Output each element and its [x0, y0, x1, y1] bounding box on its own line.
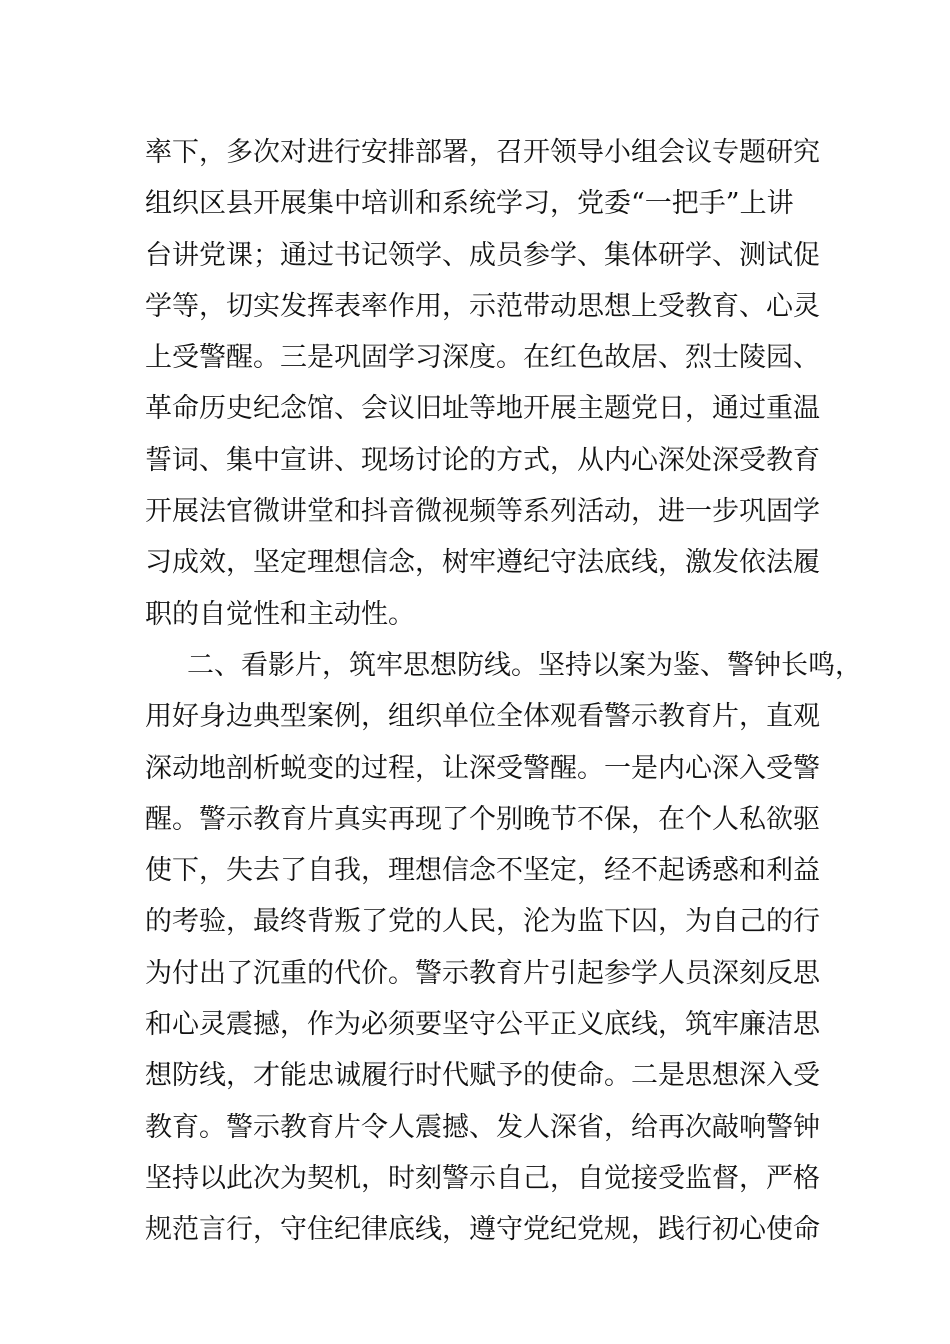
text-line-8: 开展法官微讲堂和抖音微视频等系列活动，进一步巩固学 — [145, 496, 820, 528]
text-line-12: 用好身边典型案例，组织单位全体观看警示教育片，直观 — [145, 701, 820, 733]
text-line-5: 上受警醒。三是巩固学习深度。在红色故居、烈士陵园、 — [145, 342, 820, 374]
text-line-6: 革命历史纪念馆、会议旧址等地开展主题党日，通过重温 — [145, 393, 820, 425]
text-line-19: 想防线，才能忠诚履行时代赋予的使命。二是思想深入受 — [145, 1060, 820, 1092]
text-line-4: 学等，切实发挥表率作用，示范带动思想上受教育、心灵 — [145, 290, 820, 322]
document-body — [145, 127, 862, 1256]
text-line-2: 组织区县开展集中培训和系统学习，党委“一把手”上讲 — [145, 188, 794, 220]
text-line-13: 深动地剖析蜕变的过程，让深受警醒。一是内心深入受警 — [145, 752, 820, 784]
text-line-3: 台讲党课；通过书记领学、成员参学、集体研学、测试促 — [145, 239, 820, 271]
text-line-10: 职的自觉性和主动性。 — [145, 598, 415, 630]
text-line-16: 的考验，最终背叛了党的人民，沦为监下囚，为自己的行 — [145, 906, 820, 938]
text-line-14: 醒。警示教育片真实再现了个别晚节不保，在个人私欲驱 — [145, 803, 820, 835]
text-line-17: 为付出了沉重的代价。警示教育片引起参学人员深刻反思 — [145, 957, 820, 989]
text-line-18: 和心灵震撼，作为必须要坚守公平正义底线，筑牢廉洁思 — [145, 1009, 820, 1041]
text-line-7: 誓词、集中宣讲、现场讨论的方式，从内心深处深受教育 — [145, 444, 820, 476]
text-line-20: 教育。警示教育片令人震撼、发人深省，给再次敲响警钟 — [145, 1111, 820, 1143]
text-line-15: 使下，失去了自我，理想信念不坚定，经不起诱惑和利益 — [145, 855, 820, 887]
text-line-22: 规范言行，守住纪律底线，遵守党纪党规，践行初心使命 — [145, 1214, 820, 1246]
text-line-9: 习成效，坚定理想信念，树牢遵纪守法底线，激发依法履 — [145, 547, 820, 579]
text-line-21: 坚持以此次为契机，时刻警示自己，自觉接受监督，严格 — [145, 1162, 820, 1194]
paragraph-heading-line: 二、看影片，筑牢思想防线。坚持以案为鉴、警钟长鸣， — [187, 649, 862, 681]
text-line-1: 率下，多次对进行安排部署，召开领导小组会议专题研究 — [145, 137, 820, 168]
